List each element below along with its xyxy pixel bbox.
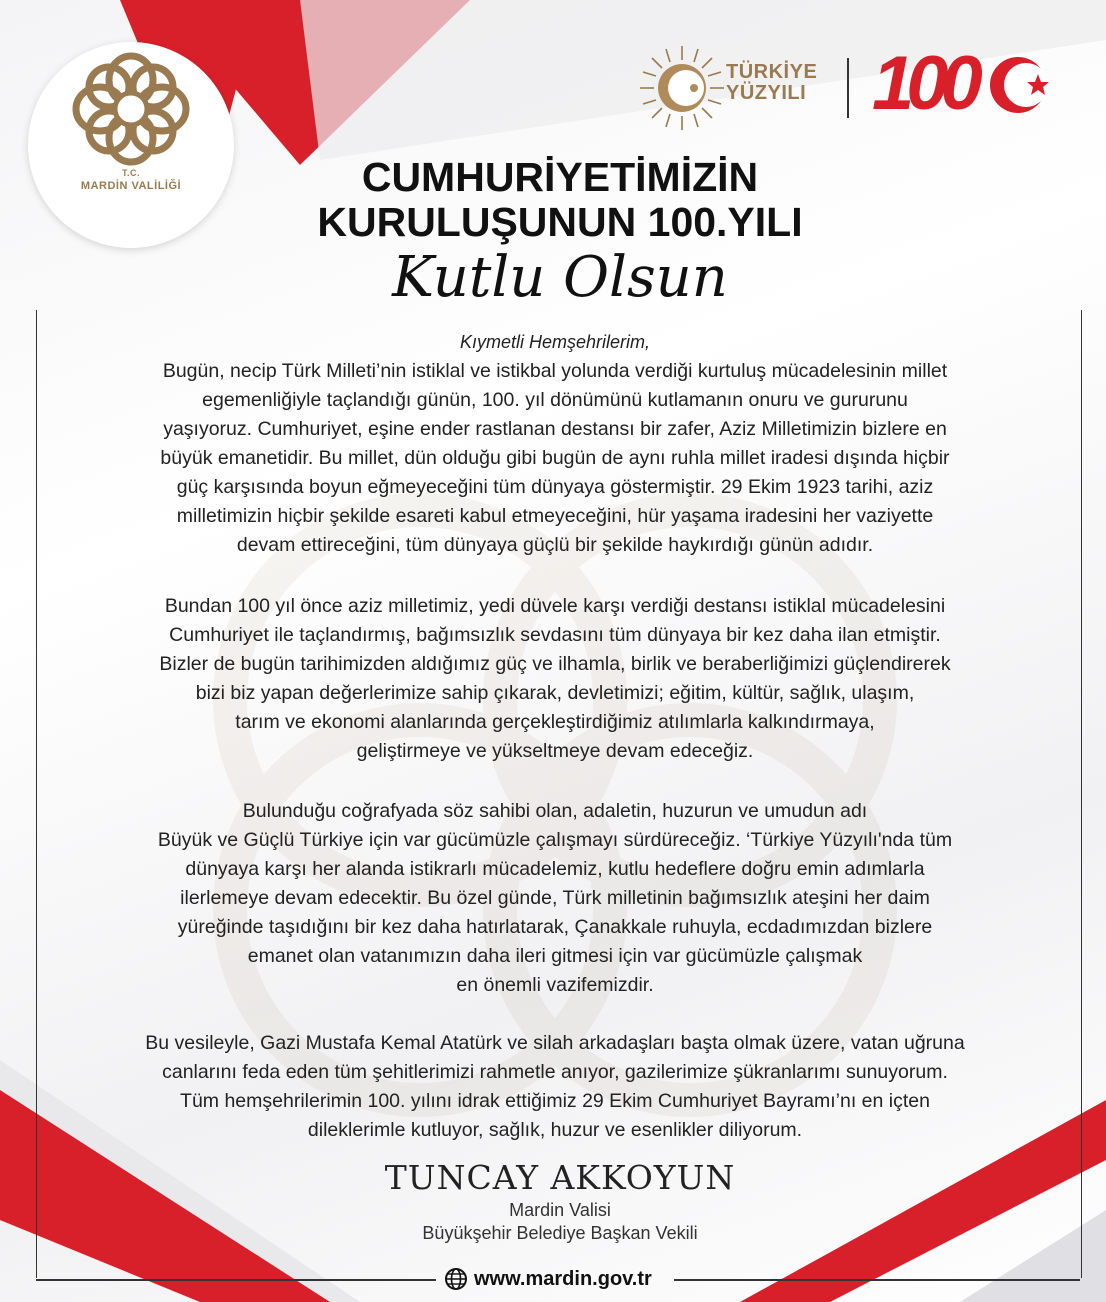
logo-separator — [847, 58, 849, 118]
text-line: Bu vesileyle, Gazi Mustafa Kemal Atatürk ve silah arkadaşları başta olmak üzere, vatan uğruna — [145, 1032, 965, 1054]
text-line: Bizler de bugün tarihimizden aldığımız güç ve ilhamla, birlik ve beraberliğimizi güçlendirerek — [159, 653, 951, 675]
paragraph-1 — [58, 357, 1052, 560]
text-line: güç karşısında boyun eğmeyeceğini tüm dünyaya göstermiştir. 29 Ekim 1923 tarihi, aziz — [176, 476, 934, 498]
logo-tc-text: T.C. — [121, 168, 140, 178]
text-line: Cumhuriyet ile taçlandırmış, bağımsızlık sevdasını tüm dünyaya bir kez daha ilan etmiştir. — [169, 624, 941, 646]
text-line: ilerlemeye devam edecektir. Bu özel günde, Türk milletinin bağımsızlık ateşini her daim — [180, 887, 930, 909]
mardin-valiligi-emblem-icon — [70, 50, 192, 168]
ty-line2: YÜZYILI — [726, 82, 807, 104]
signature-title-1: Mardin Valisi — [509, 1200, 611, 1220]
text-line: canlarını feda eden tüm şehitlerimizi rahmetle anıyor, gazilerimize şükranlarımı sunuyorum. — [162, 1061, 948, 1083]
text-line: büyük emanetidir. Bu millet, dün olduğu gibi bugün de aynı ruhla millet iradesi dışında hiçbir — [160, 447, 950, 469]
text-line: milletimizin hiçbir şekilde esareti kabul etmeyeceğini, hür yaşama iradesini her vaziyette — [176, 505, 934, 527]
salutation: Kıymetli Hemşehrilerim, — [459, 332, 651, 352]
website-link[interactable]: www.mardin.gov.tr — [474, 1268, 652, 1290]
text-line: dünyaya karşı her alanda istikrarlı mücadelemiz, kutlu hedeflere doğru emin adımlarla — [185, 858, 925, 880]
text-line: dileklerimle kutluyor, sağlık, huzur ve esenlikler diliyorum. — [307, 1119, 803, 1141]
text-line: egemenliğiyle taçlandığı günün, 100. yıl dönümünü kutlamanın onuru ve gururunu — [202, 389, 908, 411]
sun-crescent-icon — [636, 42, 728, 134]
footer-divider-left — [36, 1279, 436, 1281]
heading-line-2: KURULUŞUNUN 100.YILI — [317, 199, 803, 245]
text-line: en önemli vazifemizdir. — [456, 974, 654, 996]
heading-script: Kutlu Olsun — [392, 245, 728, 310]
paragraph-4 — [58, 1029, 1052, 1145]
text-line: emanet olan vatanımızın daha ileri gitmesi için var gücümüzle çalışmak — [247, 945, 863, 967]
text-line: tarım ve ekonomi alanlarında gerçekleştirdiğimiz atılımlarla kalkındırmaya, — [235, 711, 875, 733]
text-line: Tüm hemşehrilerimin 100. yılını idrak ettiğimiz 29 Ekim Cumhuriyet Bayramı’nı en içten — [180, 1090, 930, 1112]
turkiye-yuzyili-text — [726, 62, 817, 104]
text-line: Bundan 100 yıl önce aziz milletimiz, yedi düvele karşı verdiği destansı istiklal mücadelesini — [164, 595, 946, 617]
text-line: geliştirmeye ve yükseltmeye devam edeceğiz. — [356, 740, 754, 762]
centennial-number: 100 — [872, 41, 975, 126]
logo-institution-text: MARDİN VALİLİĞİ — [80, 180, 182, 192]
footer-divider-right — [674, 1279, 1080, 1281]
text-line: bizi biz yapan değerlerimize sahip çıkarak, devletimizi; eğitim, kültür, sağlık, ulaşım, — [195, 682, 915, 704]
text-line: devam ettireceğini, tüm dünyaya güçlü bir şekilde haykırdığı günün adıdır. — [236, 534, 874, 556]
text-line: yaşıyoruz. Cumhuriyet, eşine ender rastlanan destansı bir zafer, Aziz Milletimizin bizlere en — [163, 418, 947, 440]
text-line: Büyük ve Güçlü Türkiye için var gücümüzle çalışmayı sürdüreceğiz. ‘Türkiye Yüzyılı'nda tüm — [157, 829, 953, 851]
globe-icon — [444, 1267, 468, 1291]
text-line: yüreğinde taşıdığını bir kez daha hatırlatarak, Çanakkale ruhuyla, ecdadımızdan bizlere — [177, 916, 933, 938]
text-line: Bulunduğu coğrafyada söz sahibi olan, adaletin, huzurun ve umudun adı — [242, 800, 868, 822]
paragraph-3 — [58, 797, 1052, 1000]
crescent-star-icon — [988, 52, 1054, 118]
paragraph-2 — [58, 592, 1052, 766]
heading-line-1: CUMHURİYETİMİZİN — [361, 154, 759, 200]
text-line: Bugün, necip Türk Milleti’nin istiklal ve istikbal yolunda verdiği kurtuluş mücadelesinin millet — [162, 360, 948, 382]
ty-line1: TÜRKİYE — [726, 61, 818, 83]
signature-name: TUNCAY AKKOYUN — [384, 1158, 736, 1197]
signature-title-2: Büyükşehir Belediye Başkan Vekili — [422, 1223, 698, 1243]
